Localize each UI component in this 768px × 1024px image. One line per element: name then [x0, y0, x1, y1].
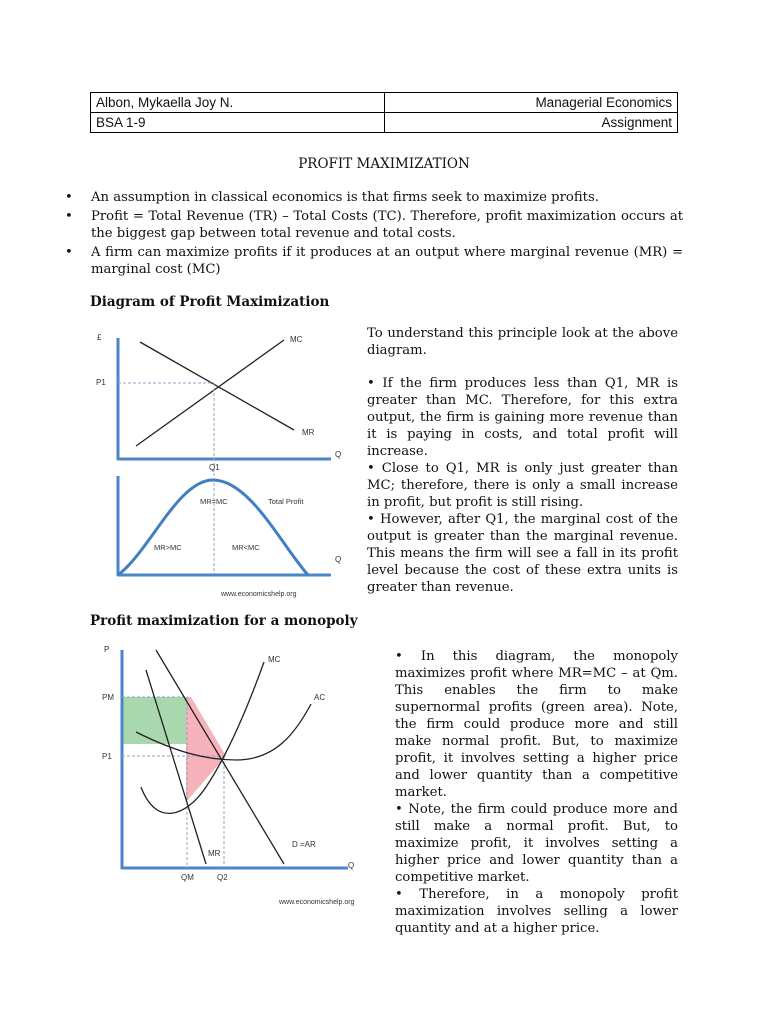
- intro-bullets: [63, 189, 683, 280]
- profit-maximization-diagram: [88, 326, 354, 604]
- diagram2-point: • Therefore, in a monopoly profit maximization involves selling a lower quantity and at a higher price.: [395, 887, 678, 936]
- diagram1-mr-lt-mc-label: MR<MC: [232, 543, 260, 552]
- diagram2-ac-label: AC: [314, 693, 326, 702]
- bullet-item: • Profit = Total Revenue (TR) – Total Costs (TC). Therefore, profit maximization occurs at the biggest gap between total revenue and total costs.: [63, 208, 683, 242]
- diagram2-point: • In this diagram, the monopoly maximizes profit where MR=MC – at Qm. This enables the firm to make supernormal profits (green area). Note, the firm could produce more and still make normal profit. But, to maximize profit, it involves setting a higher price and lower quantity than a competitive market.: [395, 649, 678, 800]
- bullet-item: • A firm can maximize profits if it produces at an output where marginal revenue (MR) = marginal cost (MC): [63, 244, 683, 278]
- section-heading-monopoly: Profit maximization for a monopoly: [90, 613, 358, 629]
- bullet-item: • An assumption in classical economics is that firms seek to maximize profits.: [63, 189, 683, 206]
- diagram1-mc-label: MC: [290, 335, 303, 344]
- diagram2-mc-label: MC: [268, 655, 281, 664]
- diagram1-q1-label: Q1: [209, 463, 220, 472]
- document-type: Assignment: [385, 113, 678, 133]
- diagram2-p1-label: P1: [102, 752, 112, 761]
- diagram2-d-ar-label: D =AR: [292, 840, 316, 849]
- diagram1-p1-label: P1: [96, 378, 106, 387]
- subject-name: Managerial Economics: [385, 93, 678, 113]
- diagram1-q2-label: Q: [335, 555, 342, 564]
- diagram1-q-label: Q: [335, 450, 342, 459]
- section-heading-diagram: Diagram of Profit Maximization: [90, 294, 330, 310]
- diagram2-point: • Note, the firm could produce more and still make a normal profit. But, to maximize profit, it involves setting a higher price and lower quantity than a competitive market.: [395, 802, 678, 885]
- diagram1-mr-gt-mc-label: MR>MC: [154, 543, 182, 552]
- header-table: [90, 92, 678, 133]
- diagram1-mr-label: MR: [302, 428, 315, 437]
- diagram1-y-label: £: [97, 333, 102, 342]
- diagram1-point: • Close to Q1, MR is only just greater than MC; therefore, there is only a small increase in profit, but profit is still rising.: [367, 461, 678, 510]
- monopoly-diagram: [96, 642, 372, 910]
- diagram2-y-label: P: [104, 645, 110, 654]
- section-code: BSA 1-9: [91, 113, 385, 133]
- diagram2-source: www.economicshelp.org: [279, 899, 355, 906]
- supernormal-profit-area: [123, 697, 186, 744]
- diagram2-qm-label: QM: [181, 873, 194, 882]
- document-title: PROFIT MAXIMIZATION: [298, 156, 470, 172]
- diagram1-point: • However, after Q1, the marginal cost of the output is greater than the marginal revenue. This means the firm will see a fall in its profit level because the cost of these extra units is greater than revenue.: [367, 512, 678, 595]
- diagram1-explanation: [367, 325, 678, 596]
- diagram1-intro: To understand this principle look at the above diagram.: [367, 326, 678, 358]
- diagram2-q2-label: Q2: [217, 873, 228, 882]
- diagram2-pm-label: PM: [102, 693, 114, 702]
- diagram2-q-label: Q: [348, 861, 355, 870]
- diagram1-source: www.economicshelp.org: [221, 591, 297, 598]
- diagram1-point: • If the firm produces less than Q1, MR is greater than MC. Therefore, for this extra output, the firm is gaining more revenue than it is paying in costs, and total profit will increase.: [367, 376, 678, 459]
- diagram2-mr-label: MR: [208, 849, 221, 858]
- diagram1-total-profit-label: Total Profit: [268, 497, 304, 506]
- student-name: Albon, Mykaella Joy N.: [91, 93, 385, 113]
- diagram2-explanation: [395, 648, 678, 937]
- diagram1-mr-eq-mc-label: MR=MC: [200, 497, 228, 506]
